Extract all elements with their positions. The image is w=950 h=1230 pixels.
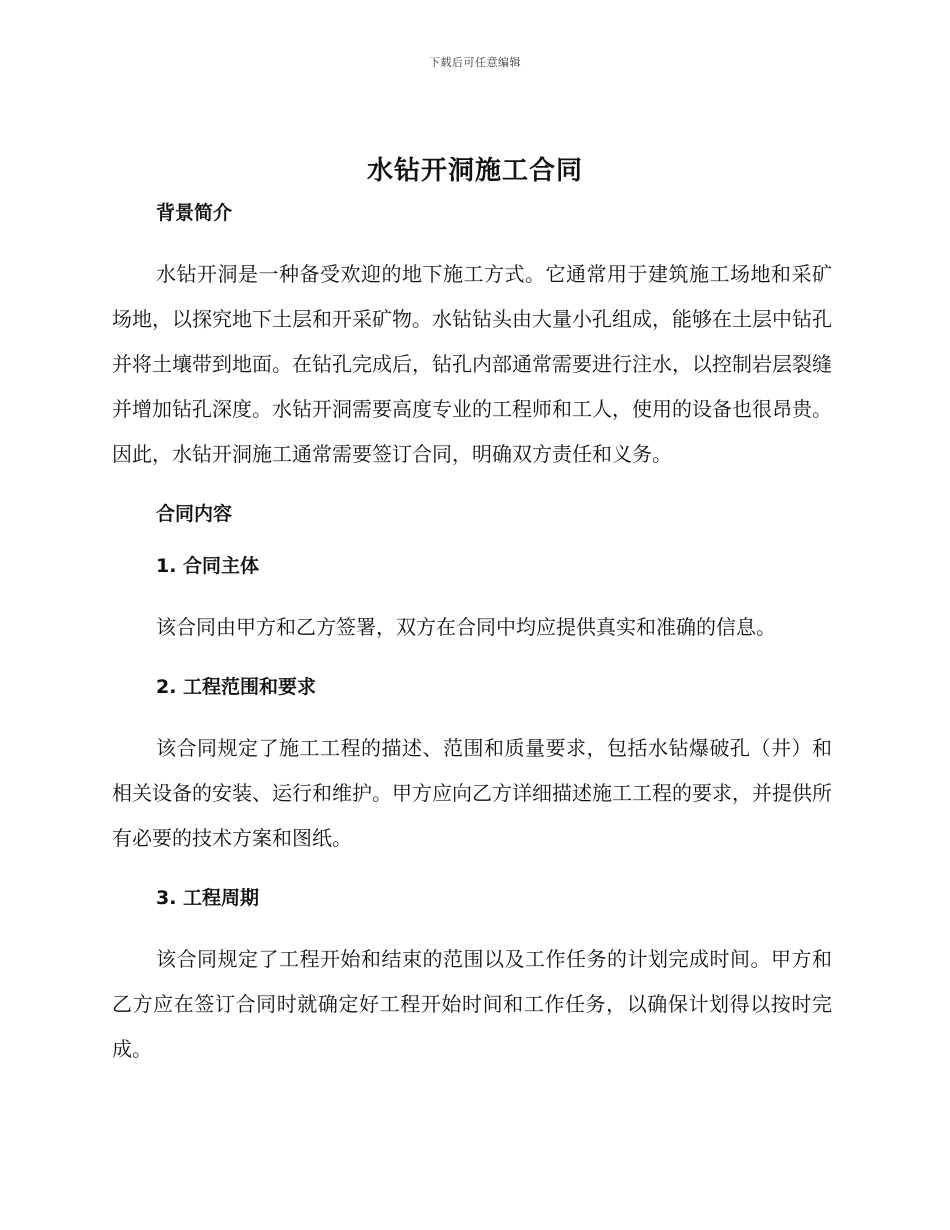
section-heading-contract-content: 合同内容 bbox=[156, 503, 233, 525]
section-heading-contract-parties: 1. 合同主体 bbox=[156, 555, 260, 577]
section-paragraph-period: 该合同规定了工程开始和结束的范围以及工作任务的计划完成时间。甲方和乙方应在签订合同时就确定好工程开始时间和工作任务，以确保计划得以按时完成。 bbox=[112, 947, 832, 1061]
section-heading-scope: 2. 工程范围和要求 bbox=[156, 676, 317, 698]
document-body bbox=[112, 198, 832, 1072]
section-paragraph-contract-parties: 该合同由甲方和乙方签署，双方在合同中均应提供真实和准确的信息。 bbox=[156, 615, 776, 639]
section-heading-period: 3. 工程周期 bbox=[156, 887, 260, 909]
section-paragraph-background: 水钻开洞是一种备受欢迎的地下施工方式。它通常用于建筑施工场地和采矿场地，以探究地下土层和开采矿物。水钻钻头由大量小孔组成，能够在土层中钻孔并将土壤带到地面。在钻孔完成后，钻孔内部通常需要进行注水，以控制岩层裂缝并增加钻孔深度。水钻开洞需要高度专业的工程师和工人，使用的设备也很昂贵。因此，水钻开洞施工通常需要签订合同，明确双方责任和义务。 bbox=[112, 262, 832, 466]
section-heading-background: 背景简介 bbox=[156, 202, 233, 224]
header-note: 下载后可任意编辑 bbox=[429, 56, 521, 69]
document-title: 水钻开洞施工合同 bbox=[366, 156, 583, 186]
section-paragraph-scope: 该合同规定了施工工程的描述、范围和质量要求，包括水钻爆破孔（井）和相关设备的安装、运行和维护。甲方应向乙方详细描述施工工程的要求，并提供所有必要的技术方案和图纸。 bbox=[112, 736, 832, 850]
